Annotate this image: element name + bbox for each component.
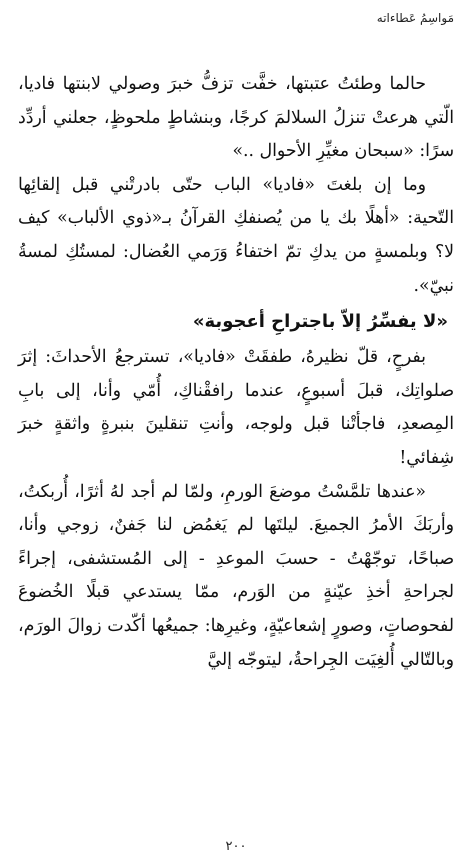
running-header: مَواسِمُ عَطاءاته — [376, 11, 454, 25]
paragraph: بفرحٍ، قلّ نظيرهُ، طفقَتْ «فاديا»، تسترجعُ الأحداثَ: إثرَ صلواتِك، قبلَ أسبوعٍ، عندما رافقْناكِ، أُمّي وأنا، إلى بابِ المِصعدِ، فاجأتْنا قبل ولوجه، وأنتِ تنقلينَ بنبرةٍ واثقةٍ خبرَ شِفائي! — [18, 347, 454, 468]
paragraph: وما إن بلغتَ «فاديا» الباب حتّى بادرتْني قبل إلقائِها التّحية: «أهلًا بك يا من يُصنفكِ القرآنُ بـ«ذوي الألباب» كيف لا؟ وبلمسةٍ من يدكِ تمّ اختفاءُ وَرَمي العُضال: لمستُكِ لمسةُ نبيّ». — [18, 174, 454, 296]
paragraph: حالما وطئتُ عتبتها، خفَّت تزفُّ خبرَ وصولي لابنتها فاديا، الّتي هرعتْ تنزلُ السلالمَ كرجًا، وبنشاطٍ ملحوظٍ، جعلني أردِّد سرًا: «سبحان مغيِّرِ الأحوال ..» — [18, 74, 454, 162]
section-heading: «لا يفسِّرُ إلاّ باجتراحِ أعجوبة» — [192, 311, 448, 333]
page-body — [18, 68, 454, 677]
paragraph: «عندها تلمَّسْتُ موضعَ الورمِ، ولمّا لم أجد لهُ أثرًا، أُربكتُ، وأربَكَ الأمرُ الجميعَ. ليلتَها لم يَغمُض لنا جَفنٌ، زوجي وأنا، صباحًا، توجّهْتُ - حسبَ الموعدِ - إلى المُستشفى، إجراءً لجراحةِ أخذِ عيّنةٍ من الوَرم، ممّا يستدعي قبلًا الخُضوعَ لفحوصاتٍ، وصورٍ إشعاعيّةٍ، وغيرِها: جميعُها أكّدت زوالَ الورَم، وبالتّالي أُلغِيَت الجِراحةُ، ليتوجّه إليَّ — [18, 481, 454, 670]
page-number: ٢٠٠ — [225, 839, 247, 854]
